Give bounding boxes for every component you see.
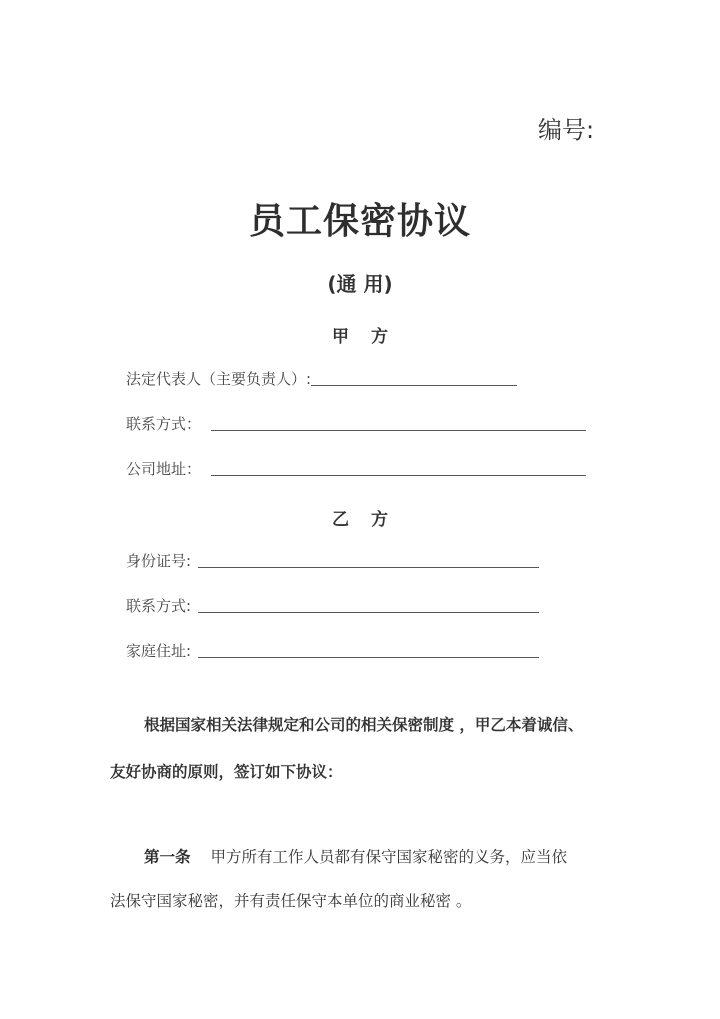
- article-1-line-1: 甲方所有工作人员都有保守国家秘密的义务，应当依: [210, 848, 568, 866]
- party-a-heading: 甲方: [332, 327, 410, 347]
- document-number-label: 编号:: [538, 116, 595, 144]
- fill-in-line[interactable]: [211, 475, 586, 476]
- party-a-contact-field[interactable]: [126, 413, 586, 434]
- field-label: 家庭住址:: [126, 642, 192, 660]
- field-label: 公司地址：: [126, 460, 202, 478]
- party-b-id-number-field[interactable]: [126, 550, 539, 571]
- preamble-line-2: 友好协商的原则，签订如下协议：: [110, 763, 343, 781]
- document-subtitle: (通 用): [327, 272, 393, 296]
- party-b-home-address-field[interactable]: [126, 640, 539, 661]
- party-b-contact-field[interactable]: [126, 595, 539, 616]
- field-label: 联系方式：: [126, 415, 202, 433]
- field-label: 联系方式:: [126, 597, 192, 615]
- fill-in-line[interactable]: [198, 567, 539, 568]
- fill-in-line[interactable]: [198, 657, 539, 658]
- field-label: 法定代表人（主要负责人）:: [126, 370, 312, 388]
- fill-in-line[interactable]: [198, 612, 539, 613]
- party-a-address-field[interactable]: [126, 458, 586, 479]
- article-1-line-2: 法保守国家秘密，并有责任保守本单位的商业秘密 。: [110, 892, 472, 910]
- fill-in-line[interactable]: [311, 385, 517, 386]
- party-a-legal-representative-field[interactable]: [126, 368, 517, 389]
- article-1-label: 第一条: [144, 848, 191, 866]
- fill-in-line[interactable]: [211, 430, 586, 431]
- document-title: 员工保密协议: [248, 201, 471, 242]
- preamble-line-1: 根据国家相关法律规定和公司的相关保密制度 ，甲乙本着诚信、: [144, 716, 584, 734]
- party-b-heading: 乙方: [332, 510, 410, 530]
- field-label: 身份证号:: [126, 552, 192, 570]
